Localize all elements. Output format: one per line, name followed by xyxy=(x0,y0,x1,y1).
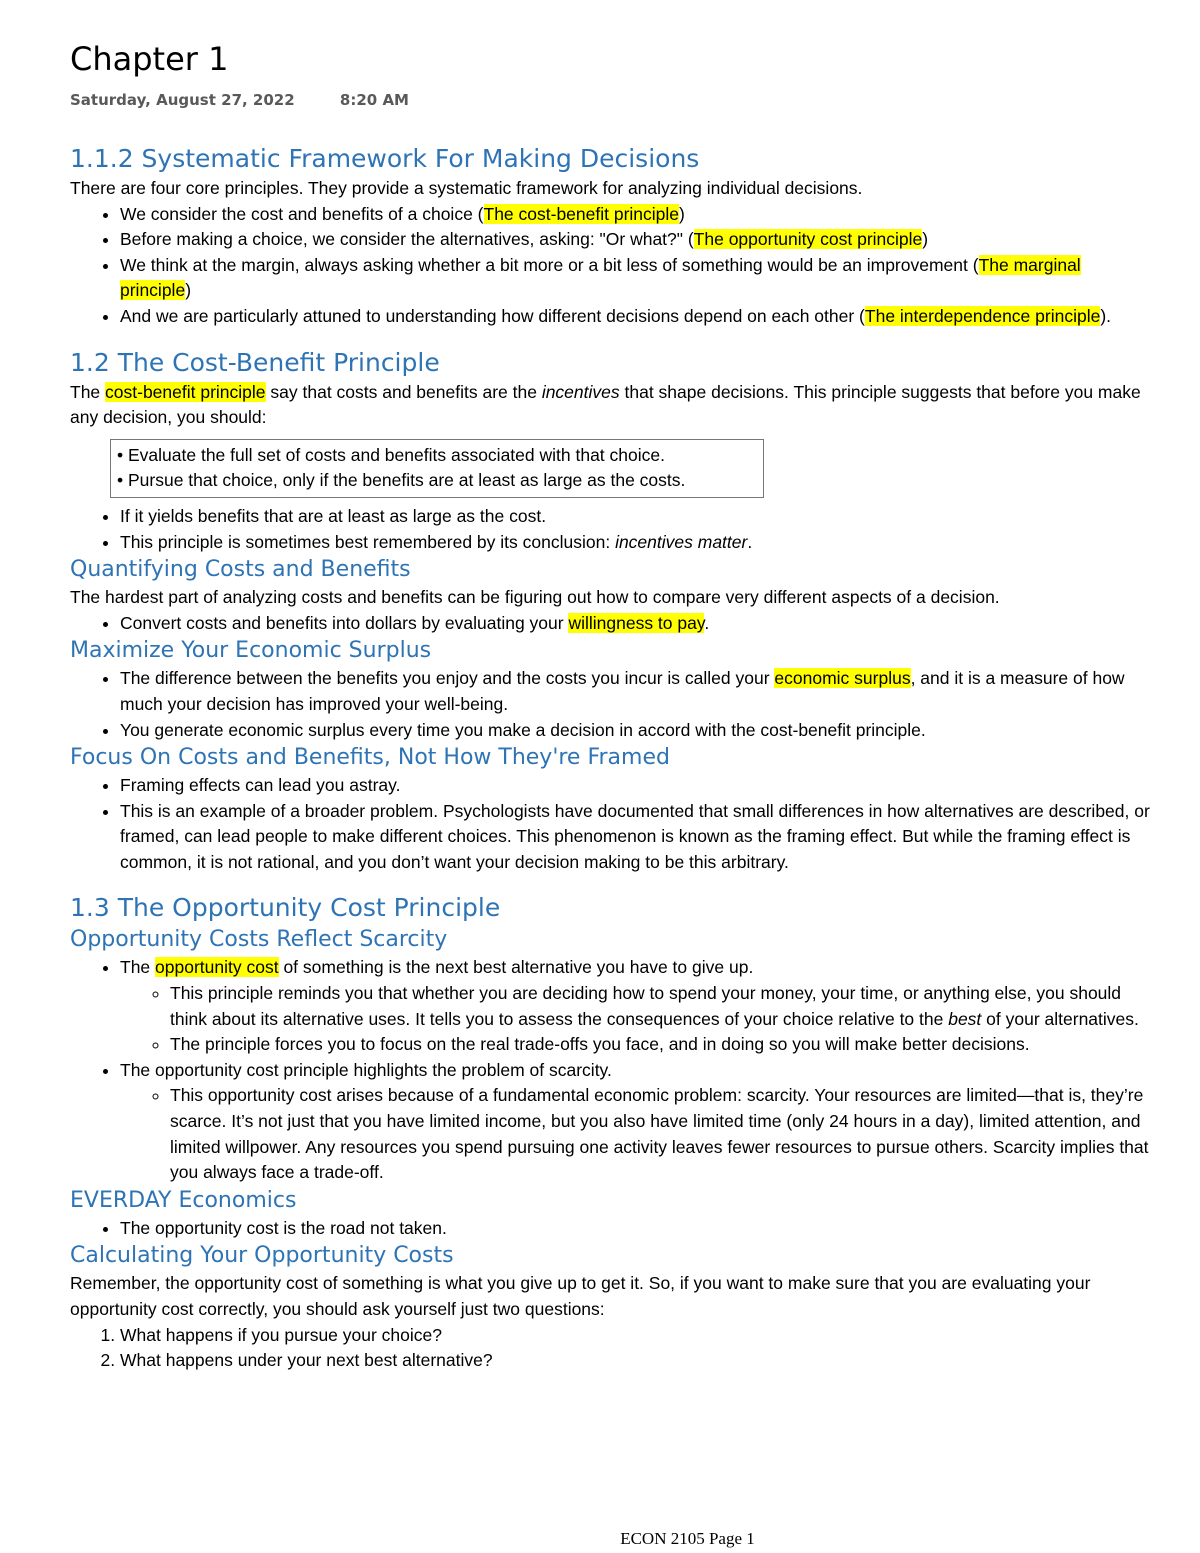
page-number: ECON 2105 Page 1 xyxy=(620,1529,755,1548)
framing-list xyxy=(70,773,1150,875)
list-item: • You generate economic surplus every time you make a decision in accord with the cost-benefit principle. xyxy=(120,718,1150,744)
numbered-item: 2. What happens under your next best alternative? xyxy=(120,1348,1150,1374)
list-item: • We think at the margin, always asking whether a bit more or a bit less of something would be an improvement (The marginal principle) xyxy=(120,253,1150,304)
page-footer xyxy=(0,1529,1200,1549)
sub-list-item: ◦ This principle reminds you that whether you are deciding how to spend your money, your time, or anything else, you should think about its alternative uses. It tells you to assess the consequences of your choice relative to the best of your alternatives. xyxy=(170,981,1150,1032)
cost-benefit-list xyxy=(70,504,1150,555)
framework-list xyxy=(70,202,1150,330)
callout-line: • Evaluate the full set of costs and benefits associated with that choice. xyxy=(117,444,665,465)
page-dateline xyxy=(70,91,409,109)
highlight: cost-benefit principle xyxy=(105,381,266,402)
calculating-text: Remember, the opportunity cost of something is what you give up to get it. So, if you want to make sure that you are evaluating your opportunity cost correctly, you should ask yourself just two questions: xyxy=(70,1273,1091,1319)
subheading-calculating: Calculating Your Opportunity Costs xyxy=(70,1243,454,1269)
page-date: Saturday, August 27, 2022 xyxy=(70,91,295,109)
list-item: • The difference between the benefits you enjoy and the costs you incur is called your economic surplus, and it is a measure of how much your decision has improved your well-being. xyxy=(120,666,1150,717)
highlight: The cost-benefit principle xyxy=(483,203,680,224)
list-item: • The opportunity cost of something is the next best alternative you have to give up. ◦ This principle reminds you that whether you are deciding how to spend your money, your time, or anything else, you should think about its alternative uses. It tells you to assess the consequences of your choice relative to the best of your alternatives. ◦ The principle forces you to focus on the real trade-offs you face, and in doing so you will make better decisions. xyxy=(120,955,1150,1057)
list-item: • The opportunity cost is the road not taken. xyxy=(120,1216,1150,1242)
callout-box xyxy=(110,439,764,498)
page-time: 8:20 AM xyxy=(339,91,409,109)
highlight: The opportunity cost principle xyxy=(693,229,923,250)
list-item: • We consider the cost and benefits of a choice (The cost-benefit principle) xyxy=(120,202,1150,228)
highlight: The marginal principle xyxy=(120,254,1081,301)
callout-line: • Pursue that choice, only if the benefits are at least as large as the costs. xyxy=(117,470,686,491)
cost-benefit-intro: The cost-benefit principle say that costs and benefits are the incentives that shape decisions. This principle suggests that before you make any decision, you should: xyxy=(70,381,1141,428)
quantifying-text: The hardest part of analyzing costs and benefits can be figuring out how to compare very different aspects of a decision. xyxy=(70,587,1000,608)
list-item: • Framing effects can lead you astray. xyxy=(120,773,1150,799)
subheading-scarcity: Opportunity Costs Reflect Scarcity xyxy=(70,927,448,953)
scarcity-list xyxy=(70,955,1150,1185)
list-item: • This principle is sometimes best remembered by its conclusion: incentives matter. xyxy=(120,530,1150,556)
list-item: • This is an example of a broader problem. Psychologists have documented that small differences in how alternatives are described, or framed, can lead people to make different choices. This phenomenon is known as the framing effect. But while the framing effect is common, it is not rational, and you don’t want your decision making to be this arbitrary. xyxy=(120,799,1150,876)
page-title: Chapter 1 xyxy=(70,40,229,78)
subheading-surplus: Maximize Your Economic Surplus xyxy=(70,638,432,664)
highlight: opportunity cost xyxy=(155,957,279,978)
section-heading-opportunity-cost: 1.3 The Opportunity Cost Principle xyxy=(70,893,501,923)
surplus-list xyxy=(70,666,1150,743)
questions-list xyxy=(70,1323,1150,1374)
sub-list xyxy=(120,981,1150,1058)
sub-list-item: ◦ This opportunity cost arises because of a fundamental economic problem: scarcity. Your resources are limited—that is, they’re scarce. It’s not just that you have limited income, but you also have limited time (only 24 hours in a day), limited attention, and limited willpower. Any resources you spend pursuing one activity leaves fewer resources to pursue others. Scarcity implies that you always face a trade-off. xyxy=(170,1083,1150,1185)
highlight: economic surplus xyxy=(774,668,911,689)
numbered-item: 1. What happens if you pursue your choice? xyxy=(120,1323,1150,1349)
list-item: • If it yields benefits that are at least as large as the cost. xyxy=(120,504,1150,530)
section-heading-framework: 1.1.2 Systematic Framework For Making Decisions xyxy=(70,144,700,173)
page-content xyxy=(70,142,1150,1374)
framework-intro: There are four core principles. They provide a systematic framework for analyzing individual decisions. xyxy=(70,178,863,198)
quantifying-list xyxy=(70,611,1150,637)
list-item: • The opportunity cost principle highlights the problem of scarcity. ◦ This opportunity cost arises because of a fundamental economic problem: scarcity. Your resources are limited—that is, they’re scarce. It’s not just that you have limited income, but you also have limited time (only 24 hours in a day), limited attention, and limited willpower. Any resources you spend pursuing one activity leaves fewer resources to pursue others. Scarcity implies that you always face a trade-off. xyxy=(120,1058,1150,1186)
list-item: • Convert costs and benefits into dollars by evaluating your willingness to pay. xyxy=(120,611,1150,637)
sub-list xyxy=(120,1083,1150,1185)
everyday-list xyxy=(70,1216,1150,1242)
highlight: willingness to pay xyxy=(568,612,705,633)
subheading-quantifying: Quantifying Costs and Benefits xyxy=(70,557,411,583)
subheading-framing: Focus On Costs and Benefits, Not How They're Framed xyxy=(70,745,670,771)
highlight: The interdependence principle xyxy=(864,305,1101,326)
list-item: • Before making a choice, we consider the alternatives, asking: "Or what?" (The opportunity cost principle) xyxy=(120,227,1150,253)
sub-list-item: ◦ The principle forces you to focus on the real trade-offs you face, and in doing so you will make better decisions. xyxy=(170,1032,1150,1058)
list-item: • And we are particularly attuned to understanding how different decisions depend on each other (The interdependence principle). xyxy=(120,304,1150,330)
subheading-everyday: EVERDAY Economics xyxy=(70,1187,297,1213)
section-heading-cost-benefit: 1.2 The Cost-Benefit Principle xyxy=(70,347,440,377)
